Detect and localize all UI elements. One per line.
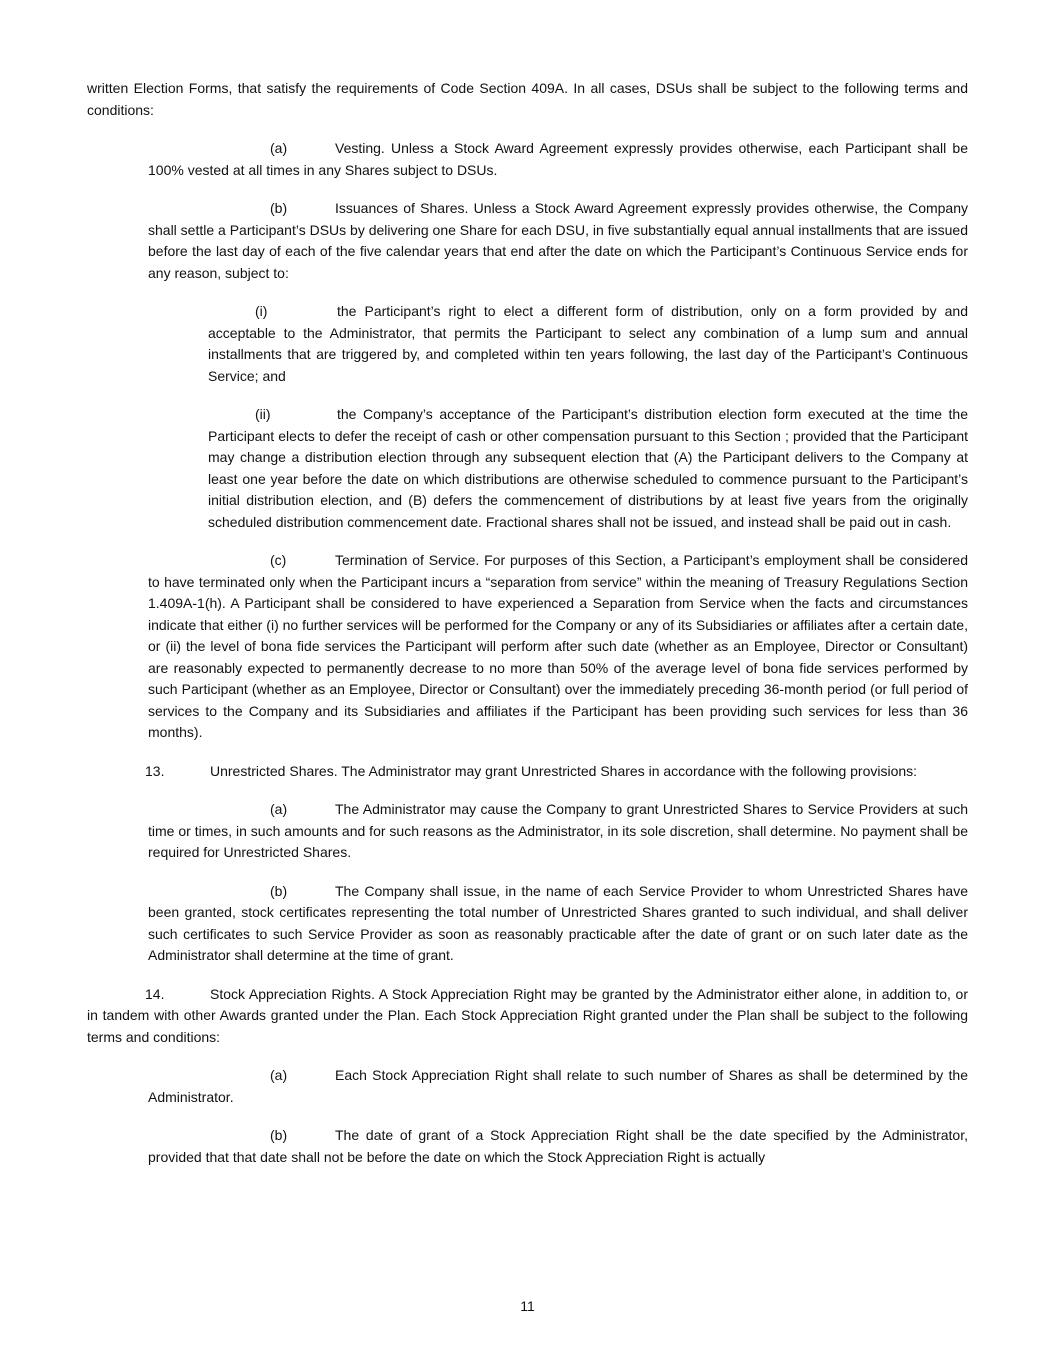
clause-13b-stock-certificates: [87, 881, 968, 967]
section-14-stock-appreciation-rights: [87, 984, 968, 1049]
section-number: 14.: [145, 985, 165, 1002]
clause-label: (ii): [255, 406, 271, 422]
paragraph-text: Termination of Service. For purposes of this Section, a Participant’s employment shall be considered to have terminated only when the Participant incurs a “separation from service” within the meaning of Treasury Regulations Section 1.409A-1(h). A Participant shall be considered to have experienced a Separation from Service when the facts and circumstances indicate that either (i) no further services will be performed for the Company or any of its Subsidiaries or affiliates after a certain date, or (ii) the level of bona fide services the Participant will perform after such date (whether as an Employee, Director or Consultant) are reasonably expected to permanently decrease to no more than 50% of the average level of bona fide services performed by such Participant (whether as an Employee, Director or Consultant) over the immediately preceding 36-month period (or full period of services to the Company and its Subsidiaries and affiliates if the Participant has been providing such services for less than 36 months).: [148, 552, 968, 740]
paragraph-text: Each Stock Appreciation Right shall relate to such number of Shares as shall be determined by the Administrator.: [148, 1067, 968, 1105]
clause-label: (a): [270, 801, 288, 817]
clause-label: (b): [270, 200, 288, 216]
clause-b-issuances-of-shares: [87, 198, 968, 284]
clause-14b-sar-grant-date: [87, 1125, 968, 1168]
page-number: 11: [520, 1297, 535, 1314]
paragraph-text: Unrestricted Shares. The Administrator may grant Unrestricted Shares in accordance with the following provisions:: [210, 762, 918, 779]
paragraph-text: written Election Forms, that satisfy the requirements of Code Section 409A. In all cases, DSUs shall be subject to the following terms and conditions:: [87, 80, 968, 118]
clause-label: (a): [270, 1067, 288, 1083]
clause-i-distribution-form: [87, 301, 968, 387]
paragraph-text: the Company’s acceptance of the Participant’s distribution election form executed at the time the Participant elects to defer the receipt of cash or other compensation pursuant to this Section ; provided that the Participant may change a distribution election through any subsequent election that (A) the Participant delivers to the Company at least one year before the date on which distributions are otherwise scheduled to commence pursuant to the Participant’s initial distribution election, and (B) defers the commencement of distributions by at least five years from the originally scheduled distribution commencement date. Fractional shares shall not be issued, and instead shall be paid out in cash.: [208, 406, 968, 530]
clause-label: (a): [270, 140, 288, 156]
paragraph-text: The Company shall issue, in the name of each Service Provider to whom Unrestricted Shares have been granted, stock certificates representing the total number of Unrestricted Shares granted to such individual, and shall deliver such certificates to such Service Provider as soon as reasonably practicable after the date of grant or on such later date as the Administrator shall determine at the time of grant.: [148, 882, 968, 963]
paragraph-text: Issuances of Shares. Unless a Stock Award Agreement expressly provides otherwise, the Company shall settle a Participant’s DSUs by delivering one Share for each DSU, in five substantially equal annual installments that are issued before the last day of each of the five calendar years that end after the date on which the Participant’s Continuous Service ends for any reason, subject to:: [148, 200, 968, 281]
clause-label: (i): [255, 303, 268, 319]
clause-label: (c): [270, 552, 287, 568]
clause-13a-grant-unrestricted-shares: [87, 799, 968, 864]
clause-label: (b): [270, 1127, 288, 1143]
clause-c-termination-of-service: [87, 550, 968, 744]
clause-ii-election-acceptance: [87, 404, 968, 533]
paragraph-text: Vesting. Unless a Stock Award Agreement expressly provides otherwise, each Participant shall be 100% vested at all times in any Shares subject to DSUs.: [148, 140, 968, 178]
clause-label: (b): [270, 882, 288, 899]
paragraph-text: Stock Appreciation Rights. A Stock Appreciation Right may be granted by the Administrator either alone, in addition to, or in tandem with other Awards granted under the Plan. Each Stock Appreciation Right granted under the Plan shall be subject to the following terms and conditions:: [87, 985, 968, 1045]
section-number: 13.: [145, 762, 165, 779]
section-13-unrestricted-shares: [87, 761, 968, 783]
clause-14a-sar-shares: [87, 1065, 968, 1108]
continuation-paragraph: [87, 78, 968, 121]
paragraph-text: The date of grant of a Stock Appreciation Right shall be the date specified by the Administrator, provided that that date shall not be before the date on which the Stock Appreciation Right is actually: [148, 1127, 968, 1165]
paragraph-text: The Administrator may cause the Company to grant Unrestricted Shares to Service Providers at such time or times, in such amounts and for such reasons as the Administrator, in its sole discretion, shall determine. No payment shall be required for Unrestricted Shares.: [148, 801, 968, 860]
paragraph-text: the Participant’s right to elect a different form of distribution, only on a form provided by and acceptable to the Administrator, that permits the Participant to select any combination of a lump sum and annual installments that are triggered by, and completed within ten years following, the last day of the Participant’s Continuous Service; and: [208, 303, 968, 384]
clause-a-vesting: [87, 138, 968, 181]
